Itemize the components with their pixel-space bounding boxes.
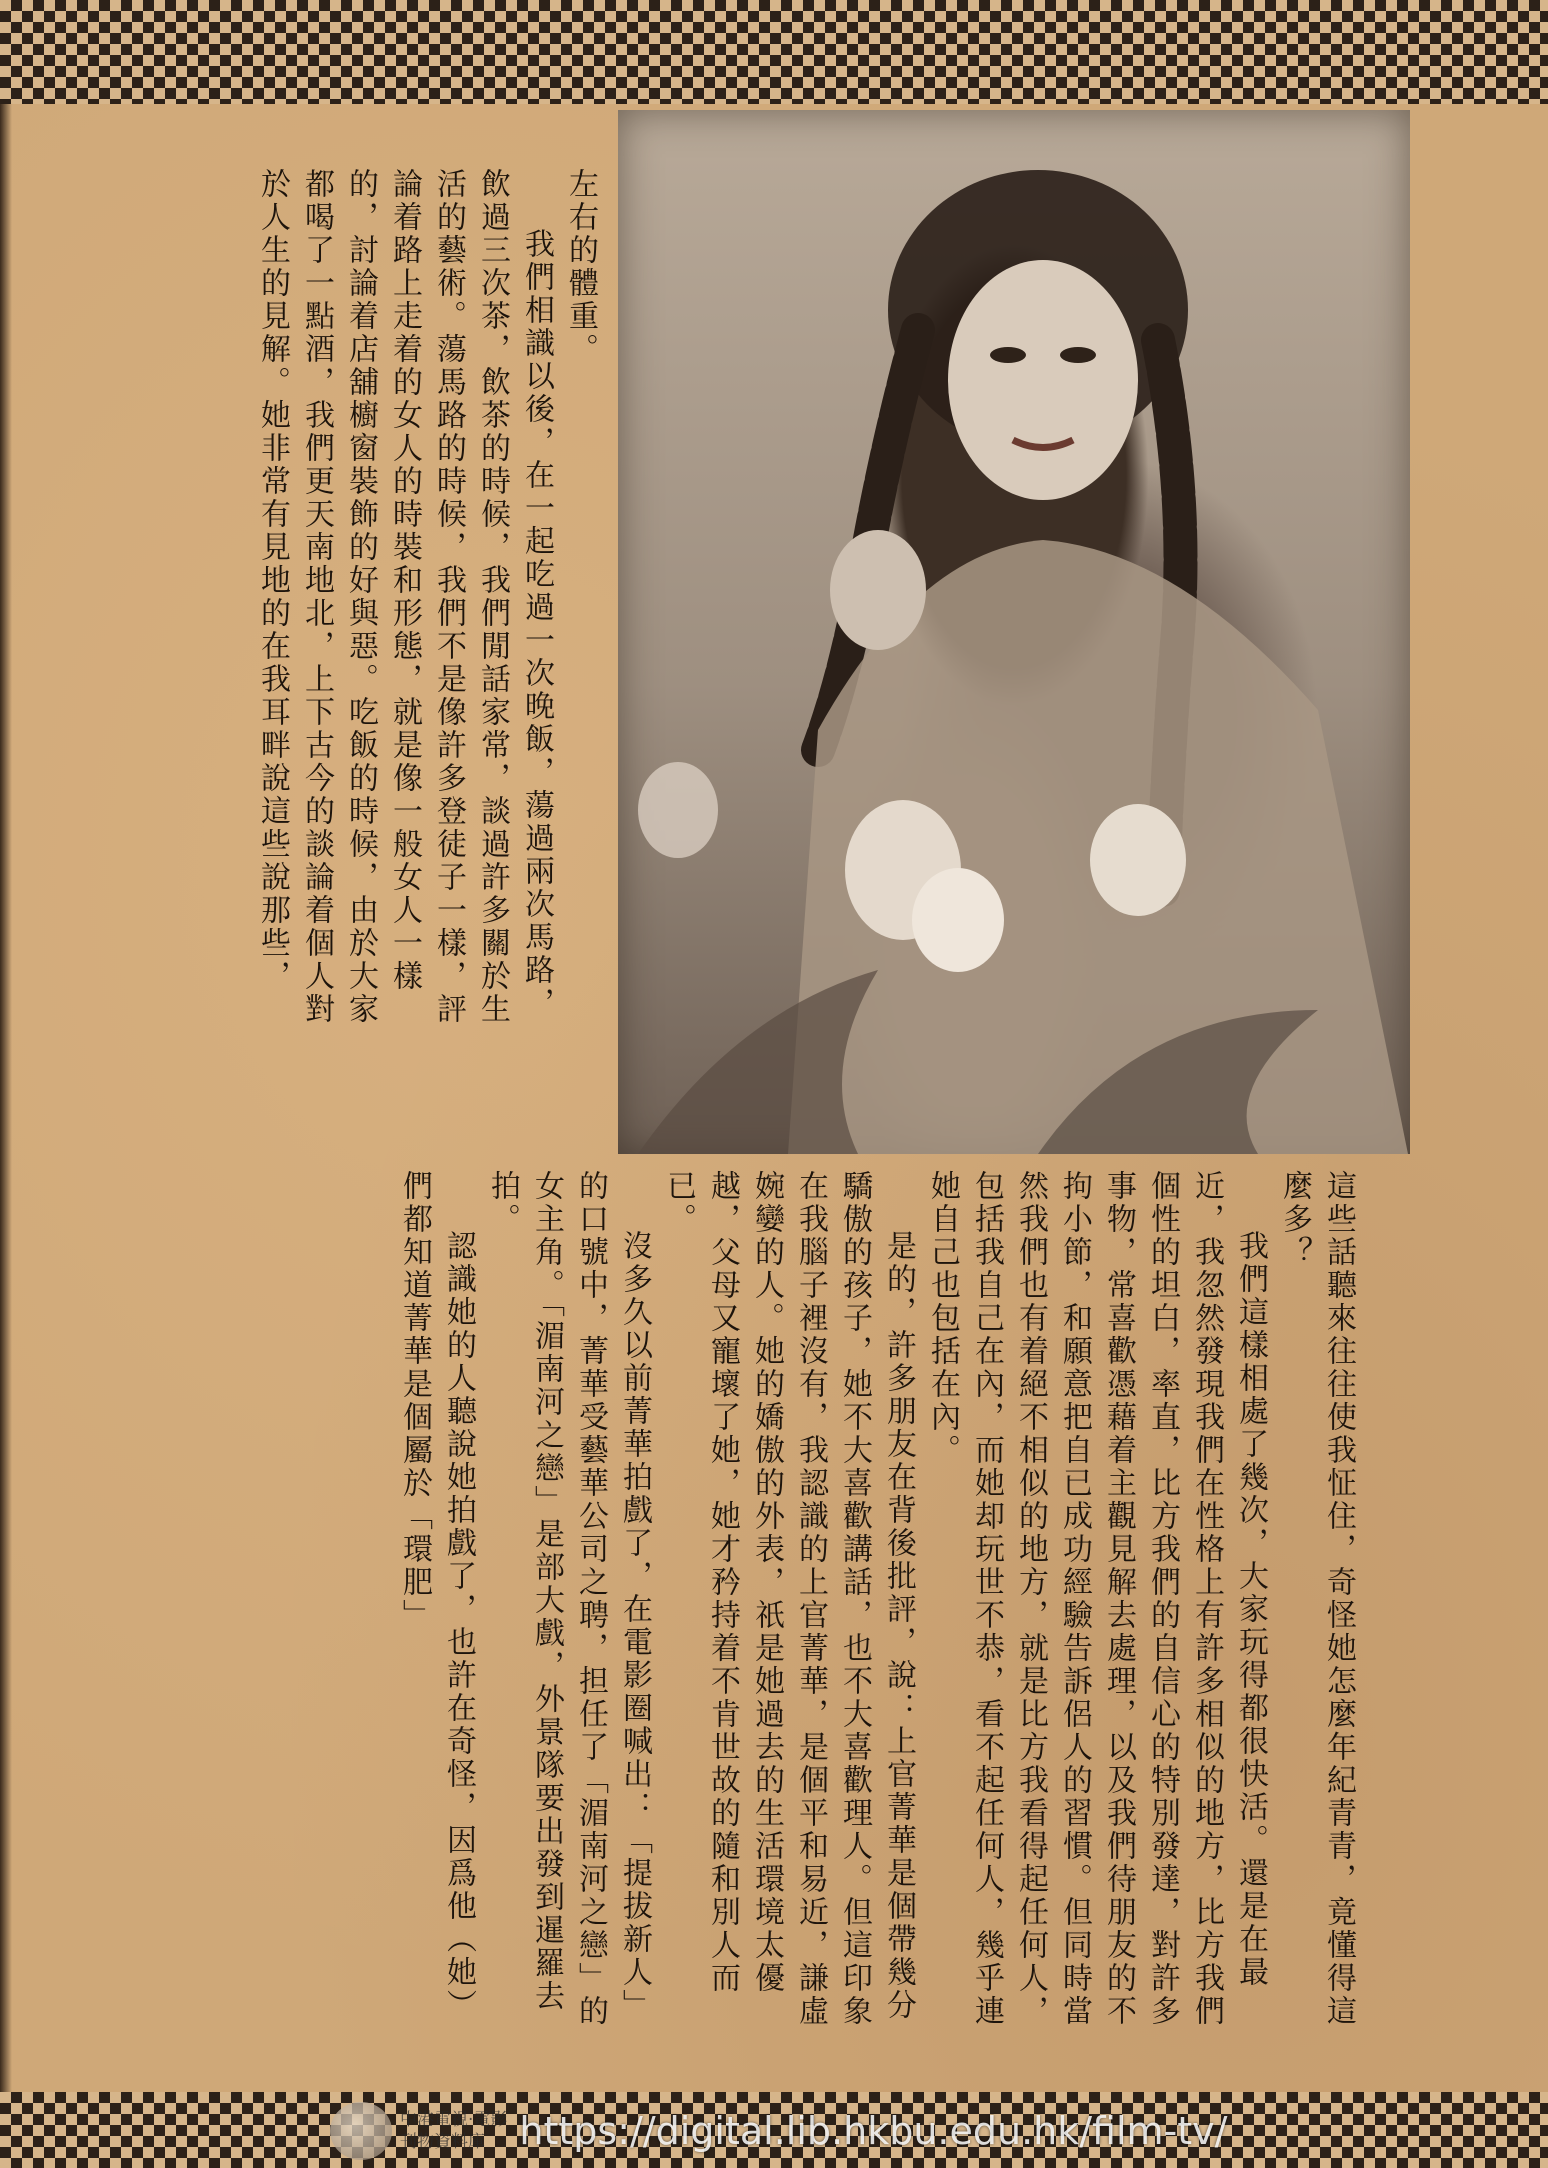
article-text-top (62, 168, 602, 1048)
watermark-url[interactable]: https://digital.lib.hkbu.edu.hk/film-tv/ (519, 2109, 1228, 2153)
paragraph: 沒多久以前菁華拍戲了，在電影圈喊出：「提拔新人」的口號中，菁華受藝華公司之聘，担任了「湄南河之戀」的女主角。「湄南河之戀」是部大戲，外景隊要出發到暹羅去拍。 (485, 1170, 652, 2028)
hkbu-library-logo-icon (330, 2102, 392, 2160)
article-text-bottom (100, 1170, 1360, 2050)
paragraph: 認識她的人聽說她拍戲了，也許在奇怪，因爲他（她）們都知道菁華是個屬於「環肥」 (397, 1170, 476, 2022)
page-edge-shadow (0, 104, 12, 2092)
paragraph: 我們相識以後，在一起吃過一次晚飯，蕩過兩次馬路，飲過三次茶，飲茶的時候，我們閒話家常，談過許多關於生活的藝術。蕩馬路的時候，我們不是像許多登徒子一樣，評論着路上走着的女人的時裝和形態，就是像一般女人一樣的，討論着店舖櫥窗裝飾的好與惡。吃飯的時候，由於大家都喝了一點酒，我們更天南地北，上下古今的談論着個人對於人生的見解。她非常有見地的在我耳畔說這些說那些， (255, 168, 554, 1026)
paragraph: 這些話聽來往往使我怔住，奇怪她怎麼年紀青青，竟懂得這麼多？ (1277, 1170, 1356, 2028)
checkered-border-top (0, 0, 1548, 104)
watermark-title (400, 2109, 507, 2153)
library-watermark (330, 2100, 1230, 2162)
paragraph: 左右的體重。 (563, 168, 598, 366)
watermark-line2: 刊物資料庫 (400, 2132, 485, 2152)
paragraph: 我們這樣相處了幾次，大家玩得都很快活。還是在最近，我忽然發現我們在性格上有許多相似的地方，比方我們個性的坦白，率直，比方我們的自信心的特別發達，對許多事物，常喜歡憑藉着主觀見解去處理，以及我們待朋友的不拘小節，和願意把自已成功經驗告訴侶人的習慣。但同時當然我們也有着絕不相似的地方，就是比方我看得起任何人，包括我自己在內，而她却玩世不恭，看不起任何人，幾乎連她自己也包括在內。 (925, 1170, 1268, 2028)
watermark-line1: 中港電視·電影 (400, 2110, 508, 2130)
portrait-illustration (618, 110, 1410, 1154)
portrait-photo (618, 110, 1410, 1154)
paragraph: 是的，許多朋友在背後批評，說：上官菁華是個帶幾分驕傲的孩子，她不大喜歡講話，也不大喜歡理人。但這印象在我腦子裡沒有，我認識的上官菁華，是個平和易近，謙虛婉孌的人。她的嬌傲的外表，祇是她過去的生活環境太優越，父母又寵壞了她，她才矜持着不肯世故的隨和別人而已。 (661, 1170, 916, 2028)
